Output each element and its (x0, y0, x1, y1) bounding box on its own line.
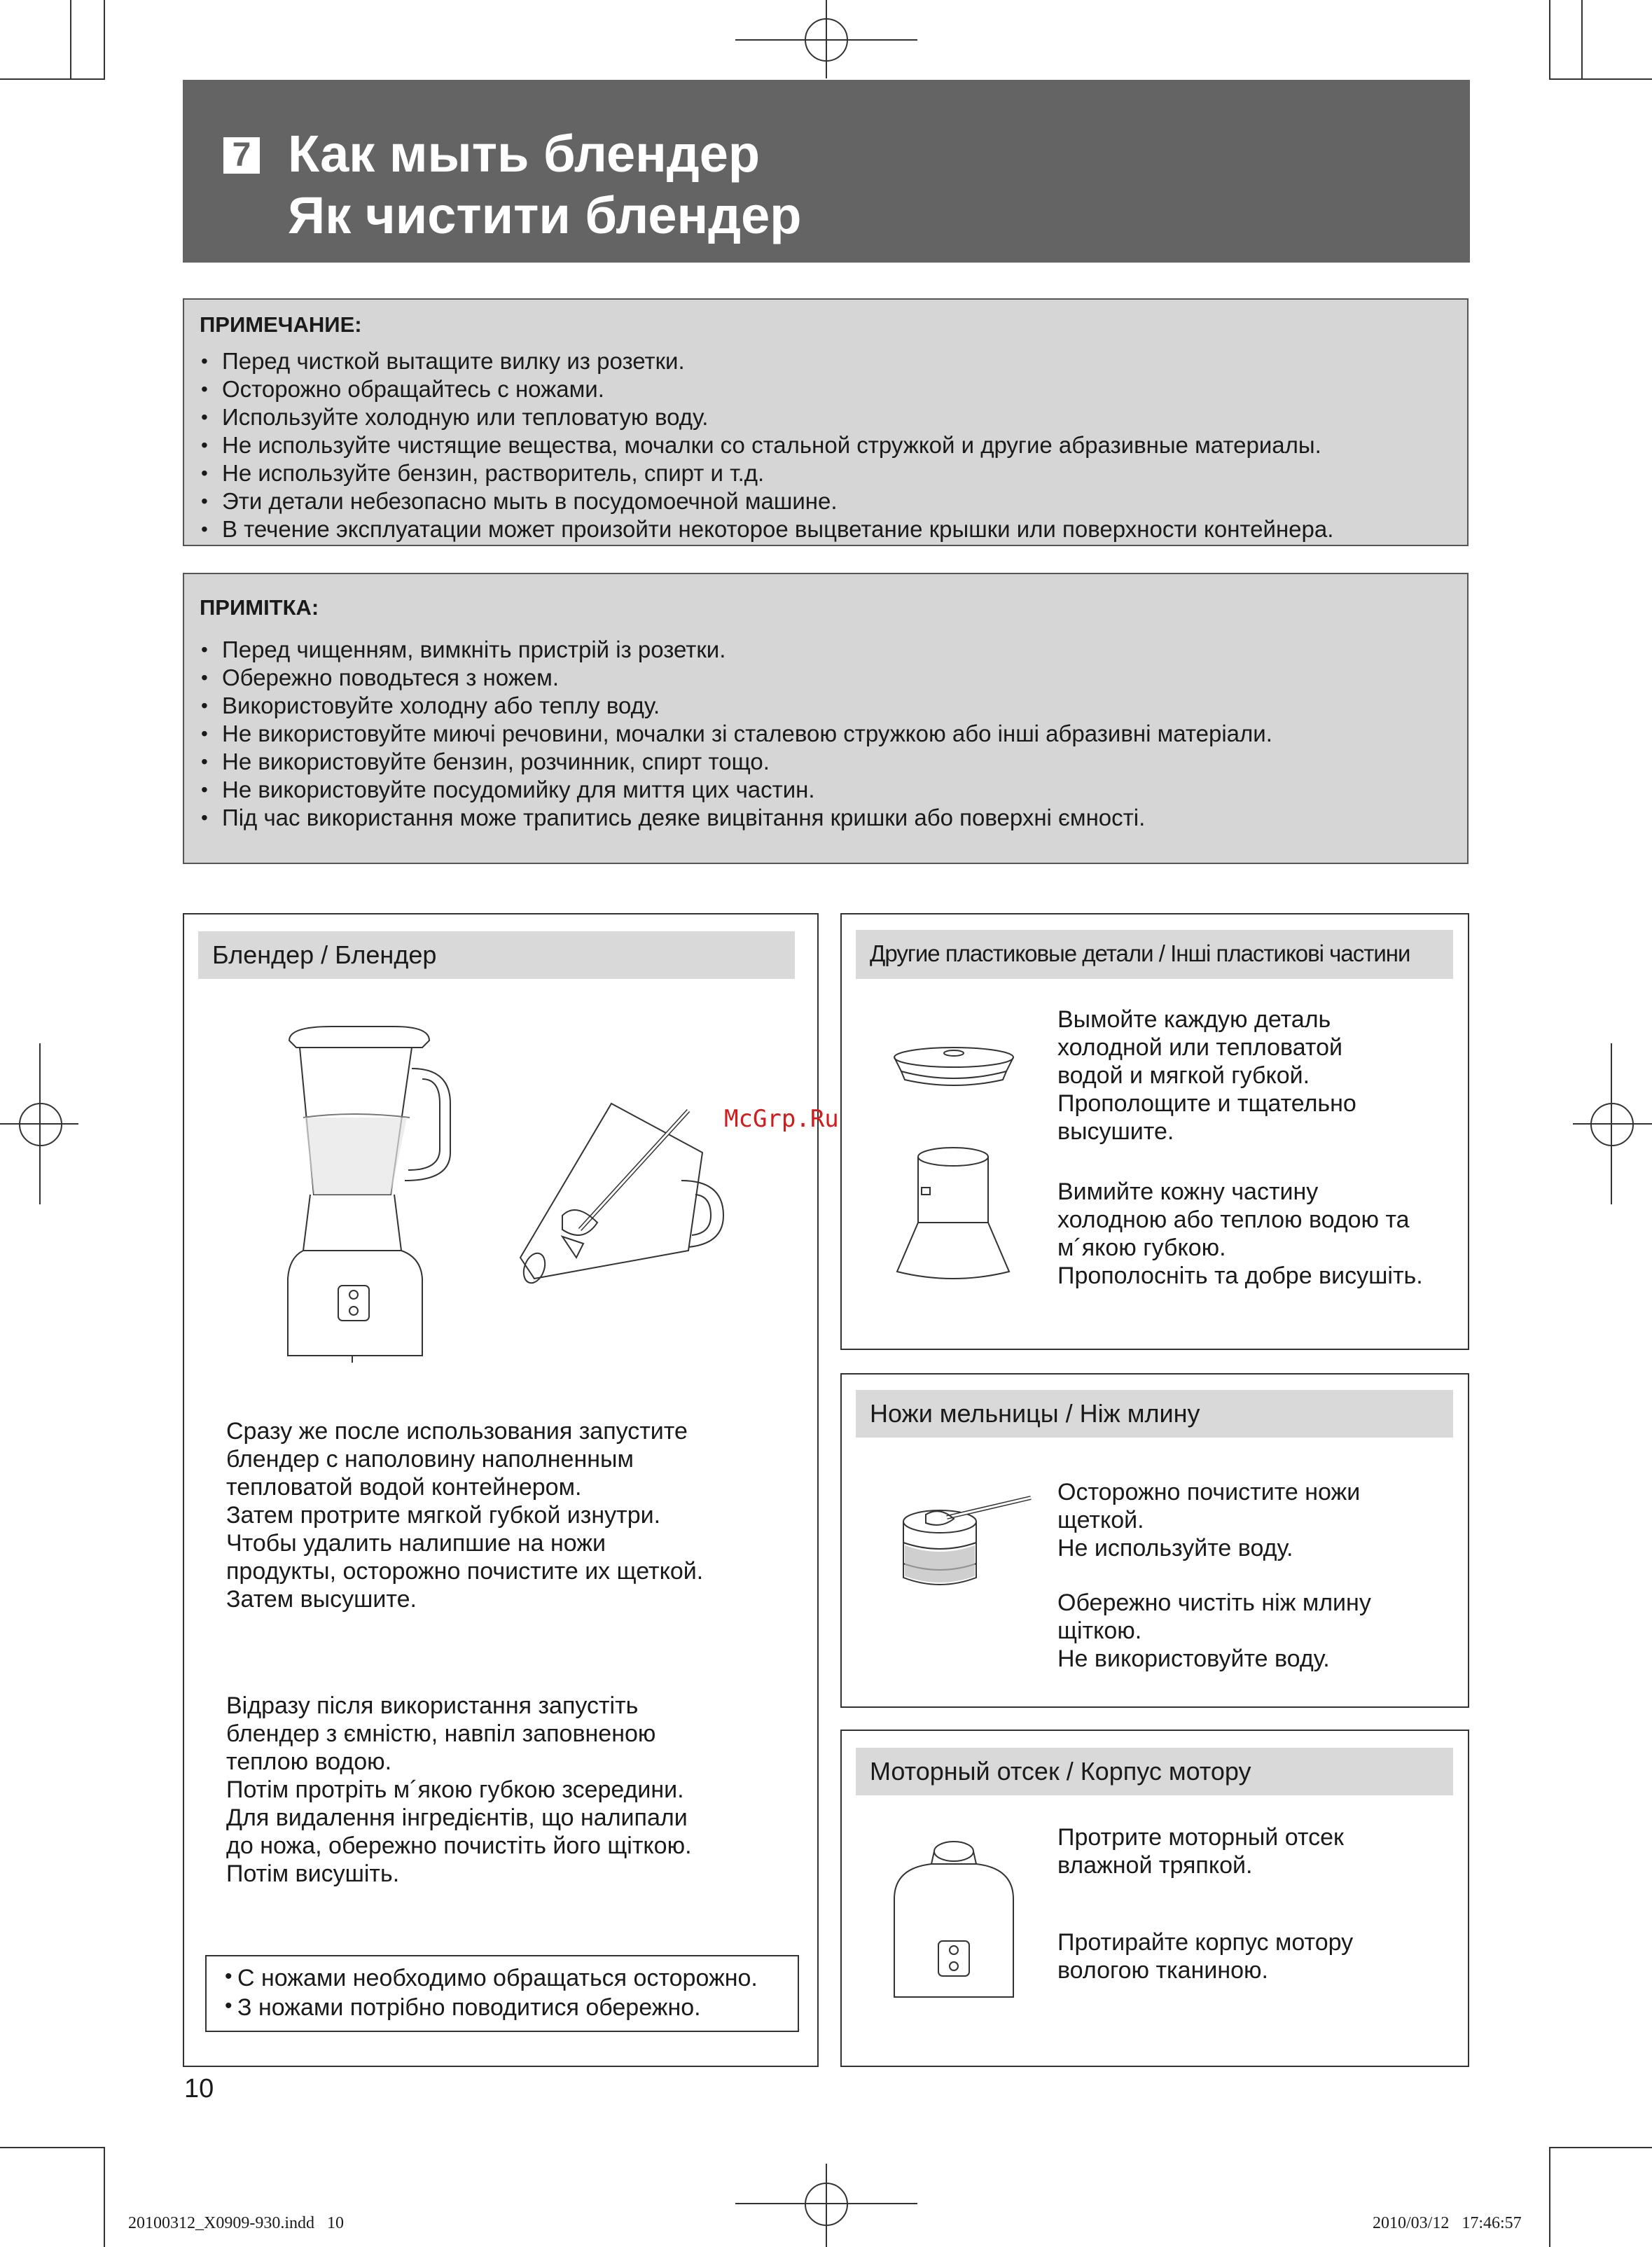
mill-container-illustration (894, 1146, 1013, 1286)
page-title-ru: Как мыть блендер (288, 125, 761, 183)
motor-unit-title: Моторный отсек / Корпус мотору (856, 1748, 1453, 1795)
note-uk-heading: ПРИМІТКА: (200, 595, 319, 620)
note-uk: ПРИМІТКА: Перед чищенням, вимкніть пристрій із розетки. Обережно поводьтеся з ножем. Використовуйте холодну або теплу воду. Не використовуйте миючі речовини, мочалки зі сталевою стружкою або інші абразивні матеріали. Не використовуйте бензин, розчинник, спирт тощо. Не використовуйте посудомийку для миття цих частин. Під час використання може трапитись деяке вицвітання кришки або поверхні ємності. (183, 573, 1469, 864)
section-header (183, 80, 1470, 263)
knife-warning-uk: • З ножами потрібно поводитися обережно. (237, 1994, 701, 2022)
watermark: McGrp.Ru (724, 1105, 839, 1133)
motor-text-ru: Протрите моторный отсек влажной тряпкой. (1057, 1824, 1344, 1879)
page-title-uk: Як чистити блендер (288, 186, 802, 244)
note-ru-heading: ПРИМЕЧАНИЕ: (200, 312, 362, 337)
knife-warning-box (205, 1955, 799, 2032)
motor-unit-panel (840, 1730, 1469, 2067)
section-number: 7 (223, 137, 260, 174)
motor-text-uk: Протирайте корпус мотору вологою тканиною. (1057, 1929, 1354, 1984)
plastic-text-ru: Вымойте каждую деталь холодной или тепловатой водой и мягкой губкой. Прополощите и тщательно высушите. (1057, 1006, 1356, 1145)
mill-blade-brush-illustration (898, 1494, 1038, 1599)
knife-warning-ru: • С ножами необходимо обращаться осторожно. (237, 1965, 758, 1992)
blender-panel (183, 913, 819, 2067)
jug-brush-illustration (520, 1097, 730, 1321)
mill-text-ru: Осторожно почистите ножи щеткой. Не используйте воду. (1057, 1479, 1361, 1561)
plastic-parts-title: Другие пластиковые детали / Інші пластикові частини (856, 930, 1453, 979)
plastic-parts-panel (840, 913, 1469, 1350)
blender-panel-title: Блендер / Блендер (198, 931, 795, 979)
page-number: 10 (184, 2074, 214, 2103)
plastic-text-uk: Вимийте кожну частину холодною або теплою водою та м´якою губкою. Прополосніть та добре висушіть. (1057, 1178, 1423, 1289)
note-ru: ПРИМЕЧАНИЕ: Перед чисткой вытащите вилку из розетки. Осторожно обращайтесь с ножами. Используйте холодную или тепловатую воду. Не используйте чистящие вещества, мочалки со стальной стружкой и другие абразивные материалы. Не используйте бензин, растворитель, спирт и т.д. Эти детали небезопасно мыть в посудомоечной машине. В течение эксплуатации может произойти некоторое выцветание крышки или поверхности контейнера. (183, 298, 1469, 546)
lid-illustration (891, 1043, 1017, 1092)
blender-text-ru: Сразу же после использования запустите блендер с наполовину наполненным тепловатой водой контейнером. Затем протрите мягкой губкой изнутри. Чтобы удалить налипшие на ножи продукты, осторожно почистите их щеткой. Затем высушите. (226, 1418, 704, 1613)
mill-blades-title: Ножи мельницы / Ніж млину (856, 1390, 1453, 1438)
footer-file: 20100312_X0909-930.indd 10 (128, 2214, 344, 2232)
motor-unit-illustration (891, 1836, 1017, 2004)
blender-illustration (282, 1027, 464, 1363)
footer-timestamp: 2010/03/12 17:46:57 (1373, 2214, 1522, 2232)
blender-text-uk: Відразу після використання запустіть блендер з ємністю, навпіл заповненою теплою водою. Потім протріть м´якою губкою зсередини. Для видалення інгредієнтів, що налипали до ножа, обережно почистіть його щіткою. Потім висушіть. (226, 1692, 692, 1887)
mill-blades-panel (840, 1373, 1469, 1708)
mill-text-uk: Обережно чистіть ніж млину щіткою. Не використовуйте воду. (1057, 1589, 1371, 1672)
